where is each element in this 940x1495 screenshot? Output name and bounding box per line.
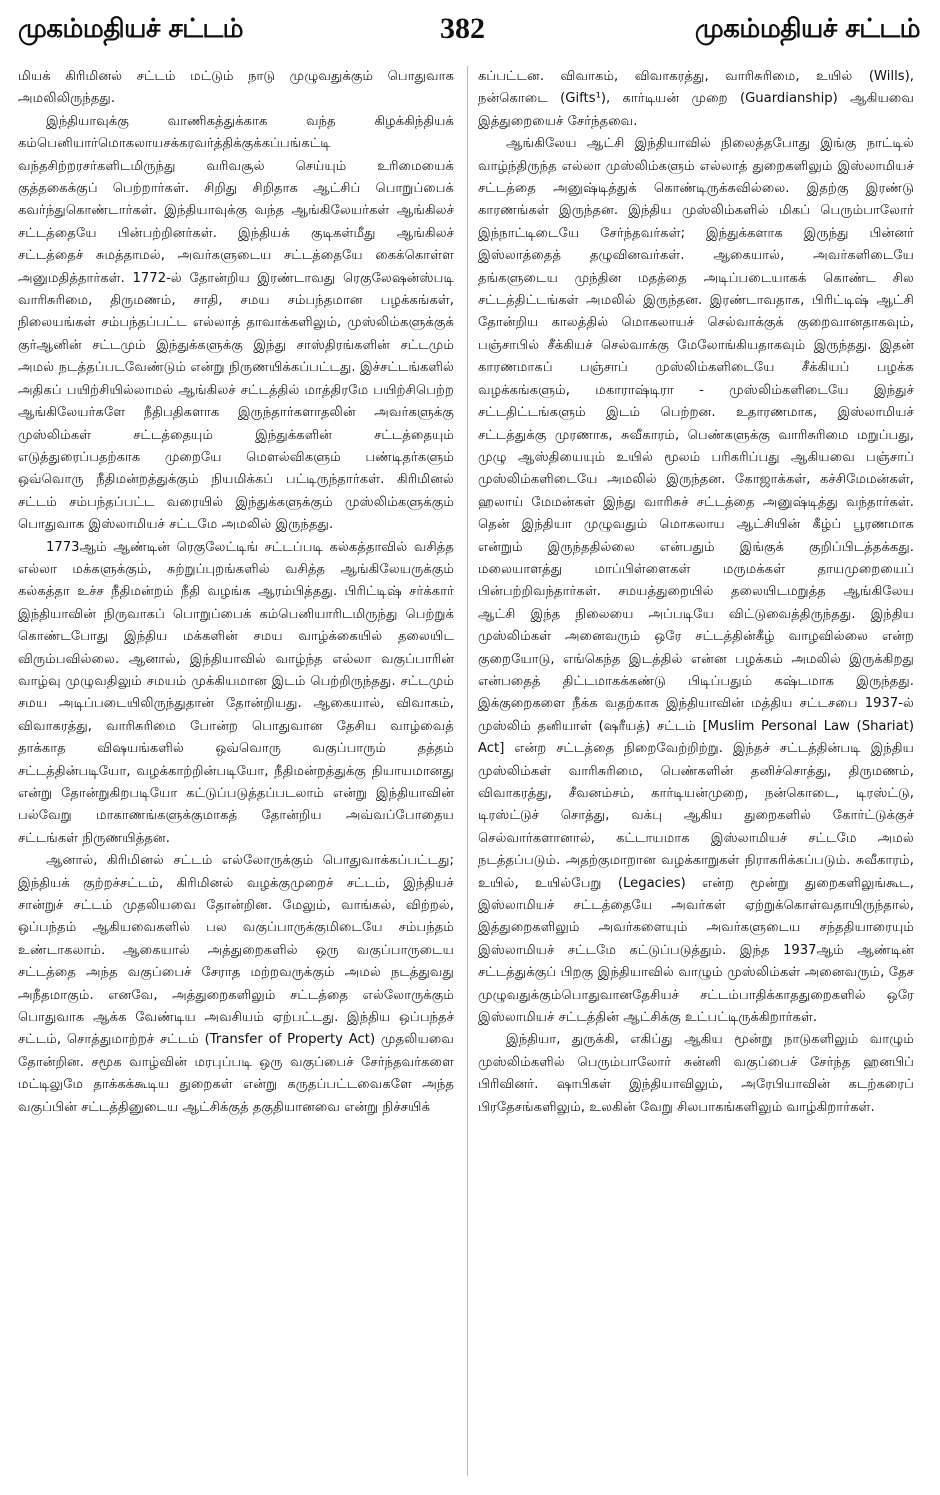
column-divider: [467, 66, 468, 1476]
paragraph: 1773ஆம் ஆண்டின் ரெகுலேட்டிங் சட்டப்படி கல்கத்தாவில் வசித்த எல்லா மக்களுக்கும், சுற்றுப்புறங்களில் வசித்த ஆங்கிலேயருக்கும் கல்கத்தா உச்ச நீதிமன்றம் நீதி வழங்க ஆரம்பித்தது. பிரிட்டிஷ் சர்க்கார் இந்தியாவின் நிருவாகப் பொறுப்பைக் கம்பெனியாரிடமிருந்து பெற்றுக் கொண்டபோது இந்திய மக்களின் சமய வாழ்க்கையில் தலையிட விரும்பவில்லை. ஆனால், இந்தியாவில் வாழ்ந்த எல்லா வகுப்பாரின் வாழ்வு முழுவதிலும் சமயம் முக்கியமான இடம் பெற்றிருந்தது. சட்டமும் சமய அடிப்படையிலிருந்துதான் தோன்றியது. ஆகையால், விவாகம், விவாகரத்து, வாரிசுரிமை போன்ற பொதுவான தேசிய வாழ்வைத் தாக்காத விஷயங்களில் ஒவ்வொரு வகுப்பாரும் தத்தம் சட்டத்தின்படியோ, வழக்காற்றின்படியோ, நீதிமன்றத்துக்கு நியாயமானது என்று தோன்றுகிறபடியோ கட்டுப்படுத்தப்படலாம் என்று இந்தியாவின் பல்வேறு மாகாணங்களுக்குமாகத் தோன்றிய அவ்வப்போதைய சட்டங்கள் நிருணயித்தன.: [18, 539, 454, 846]
running-title-right: முகம்மதியச் சட்டம்: [694, 14, 920, 44]
right-column: [478, 66, 914, 1486]
paragraph: ஆனால், கிரிமினல் சட்டம் எல்லோருக்கும் பொதுவாக்கப்பட்டது; இந்தியக் குற்றச்சட்டம், கிரிமினல் வழக்குமுறைச் சட்டம், இந்தியச் சான்றுச் சட்டம் முதலியவை தோன்றின. மேலும், வாங்கல், விற்றல், ஒப்பந்தம் ஆகியவைகளில் பல வகுப்பாருக்குமிடையே சம்பந்தம் உண்டாகலாம். ஆகையால் அத்துறைகளில் ஒரு வகுப்பாருடைய சட்டத்தை அந்த வகுப்பைச் சேராத மற்றவருக்கும் அமல் நடத்துவது அநீதமாகும். எனவே, அத்துறைகளிலும் சட்டத்தை எல்லோருக்கும் பொதுவாக ஆக்க வேண்டிய அவசியம் ஏற்பட்டது. இந்திய ஒப்பந்தச் சட்டம், சொத்துமாற்றச் சட்டம் (Transfer of Property Act) முதலியவை தோன்றின. சமூக வாழ்வின் மரபுப்படி ஒரு வகுப்பைச் சேர்ந்தவர்களை மட்டிலுமே தாக்கக்கூடிய துறைகள் என்று கருதப்பட்டவைகளே அந்த வகுப்பின் சட்டத்தினுடைய ஆட்சிக்குத் தகுதியானவை என்று நிச்சயிக்: [18, 853, 454, 1115]
page-header: [0, 0, 940, 56]
paragraph: இந்தியா, துருக்கி, எகிப்து ஆகிய மூன்று நாடுகளிலும் வாழும் முஸ்லிம்களில் பெரும்பாலோர் சுன்னி வகுப்பைச் சேர்ந்த ஹனபிப் பிரிவினர். ஷாபிகள் இந்தியாவிலும், அரேபியாவின் கடற்கரைப் பிரதேசங்களிலும், உலகின் வேறு சிலபாகங்களிலும் வாழ்கிறார்கள்.: [478, 1032, 914, 1115]
paragraph: மியக் கிரிமினல் சட்டம் மட்டும் நாடு முழுவதுக்கும் பொதுவாக அமலிலிருந்தது.: [18, 69, 454, 107]
page-number: 382: [440, 12, 485, 45]
paragraph: ஆங்கிலேய ஆட்சி இந்தியாவில் நிலைத்தபோது இங்கு நாட்டில் வாழ்ந்திருந்த எல்லா முஸ்லிம்களும் எல்லாத் துறைகளிலும் இஸ்லாமியச் சட்டத்தை அனுஷ்டித்துக் கொண்டிருக்கவில்லை. இதற்கு இரண்டு காரணங்கள் இருந்தன. இந்திய முஸ்லிம்களில் மிகப் பெரும்பாலோர் இந்நாட்டிடையே சேர்ந்தவர்கள்; இந்துக்களாக இருந்து பின்னர் இஸ்லாத்தைத் தழுவினவர்கள். ஆகையால், அவர்களிடையே தங்களுடைய முந்தின மதத்தை அடிப்படையாகக் கொண்ட சில சட்டத்திட்டங்கள் அமலில் இருந்தன. இரண்டாவதாக, பிரிட்டிஷ் ஆட்சி தோன்றிய காலத்தில் மொகலாயச் செல்வாக்குக் குறைவானதாகவும், பஞ்சாபில் சீக்கியச் செல்வாக்கு மேலோங்கியதாகவும் இருந்தது. இதன் காரணமாகப் பஞ்சாப் முஸ்லிம்களிடையே சீக்கியப் பழக்க வழக்கங்களும், மகாராஷ்டிரா - முஸ்லிம்களிடையே இந்துச் சட்டதிட்டங்களும் இடம் பெற்றன. உதாரணமாக, இஸ்லாமியச் சட்டத்துக்கு முரணாக, சுவீகாரம், பெண்களுக்கு வாரிசுரிமை மறுப்பது, முழு ஆஸ்தியையும் உயில் மூலம் பரிகரிப்பது ஆகியவை பஞ்சாப் முஸ்லிம்களிடையே அமலில் இருந்தன. கோஜாக்கள், கச்சிமேமன்கள், ஹலாய் மேமன்கள் இந்து வாரிசுச் சட்டத்தை அனுஷ்டித்து வந்தார்கள். தென் இந்தியா முழுவதும் மொகலாய ஆட்சியின் கீழ்ப் பூரணமாக என்றும் இருந்ததில்லை என்பதும் இங்குக் குறிப்பிடத்தக்கது. மலையாளத்து மாப்பிள்ளைகள் மருமக்கள் தாயமுறையைப் பின்பற்றிவந்தார்கள். சமயத்துறையில் தலையிடமறுத்த ஆங்கிலேய ஆட்சி இந்த நிலையை அப்படியே விட்டுவைத்திருந்தது. இந்திய முஸ்லிம்கள் அனைவரும் ஒரே சட்டத்தின்கீழ் வாழவில்லை என்ற குறையோடு, எங்கெந்த இடத்தில் என்ன பழக்கம் அமலில் இருக்கிறது என்பதைத் திட்டமாகக்கண்டு பிடிப்பதும் கஷ்டமாக இருந்தது. இக்குறைகளை நீக்க வதற்காக இந்தியாவின் மத்திய சட்டசபை 1937-ல் முஸ்லிம் தனியாள் (ஷரீயத்) சட்டம் [Muslim Personal Law (Shariat) Act] என்ற சட்டத்தை நிறைவேற்றிற்று. இந்தச் சட்டத்தின்படி இந்திய முஸ்லிம்கள் வாரிசுரிமை, பெண்களின் தனிச்சொத்து, திருமணம், விவாகரத்து, சீவனம்சம், கார்டியன்முறை, நன்கொடை, டிரஸ்ட்டு, டிரஸ்ட்டுச் சொத்து, வக்பு ஆகிய துறைகளில் கோர்ட்டுக்குச் செல்வார்களானால், கட்டாயமாக இஸ்லாமியச் சட்டமே அமல் நடத்தப்படும். அதற்குமாறான வழக்காறுகள் நிராகரிக்கப்படும். சுவீகாரம், உயில், உயில்பேறு (Legacies) என்ற மூன்று துறைகளிலுங்கூட, இஸ்லாமியச் சட்டத்தையே அவர்கள் ஏற்றுக்கொள்வதாயிருந்தால், இத்துறைகளிலும் அவர்களையும் அவர்களுடைய சந்ததியாரையும் இஸ்லாமியச் சட்டமே கட்டுப்படுத்தும். இந்த 1937ஆம் ஆண்டின் சட்டத்துக்குப் பிறகு இந்தியாவில் வாழும் முஸ்லிம்கள் அனைவரும், தேச முழுவதுக்கும்பொதுவானதேசியச் சட்டம்பாதிக்காததுறைகளில் ஒரே இஸ்லாமியச் சட்டத்தின் ஆட்சிக்கு உட்பட்டிருக்கிறார்கள்.: [478, 136, 914, 1026]
paragraph: இந்தியாவுக்கு வாணிகத்துக்காக வந்த கிழக்கிந்தியக் கம்பெனியார்மொகலாயசக்கரவர்த்திக்குக்கப்பங்கட்டி வந்தசிற்றரசர்களிடமிருந்து வரிவசூல் செய்யும் உரிமையைக் குத்தகைக்குப் பெற்றார்கள். சிறிது சிறிதாக ஆட்சிப் பொறுப்பைக் கவர்ந்துகொண்டார்கள். இந்தியாவுக்கு வந்த ஆங்கிலேயர்கள் ஆங்கிலச் சட்டத்தையே பின்பற்றினர்கள். இந்தியக் குடிகள்மீது ஆங்கிலச் சட்டத்தைச் சுமத்தாமல், அவர்களுடைய சட்டத்தையே கைக்கொள்ள அனுமதித்தார்கள். 1772-ல் தோன்றிய இரண்டாவது ரெகுலேஷன்ஸ்படி வாரிசுரிமை, திருமணம், சாதி, சமய சம்பந்தமான பழக்கங்கள், நிலையங்கள் சம்பந்தப்பட்ட எல்லாத் தாவாக்களிலும், முஸ்லிம்களுக்குக் குர்ஆனின் சட்டமும் இந்துக்களுக்கு இந்து சாஸ்திரங்களின் சட்டமும் அமல் நடத்தப்படவேண்டும் என்று நிருணயிக்கப்பட்டது. இச்சட்டங்களில் அதிகப் பயிற்சியில்லாமல் ஆங்கிலச் சட்டத்தில் மாத்திரமே பயிற்சிபெற்ற ஆங்கிலேயர்களே நீதிபதிகளாக இருந்தார்களாதலின் அவர்களுக்கு முஸ்லிம்கள் சட்டத்தையும் இந்துக்களின் சட்டத்தையும் எடுத்துரைப்பதற்காக முறையே மௌல்விகளும் பண்டிதர்களும் ஒவ்வொரு நீதிமன்றத்துக்கும் நியமிக்கப் பட்டிருந்தார்கள். கிரிமினல் சட்டம் சம்பந்தப்பட்ட வரையில் இந்துக்களுக்கும் முஸ்லிம்களுக்கும் பொதுவாக இஸ்லாமியச் சட்டமே அமலில் இருந்தது.: [18, 113, 454, 533]
paragraph: கப்பட்டன. விவாகம், விவாகரத்து, வாரிசுரிமை, உயில் (Wills), நன்கொடை (Gifts¹), கார்டியன் முறை (Guardianship) ஆகியவை இத்துறையைச் சேர்ந்தவை.: [478, 69, 914, 129]
running-title-left: முகம்மதியச் சட்டம்: [18, 14, 244, 44]
left-column: [18, 66, 454, 1486]
